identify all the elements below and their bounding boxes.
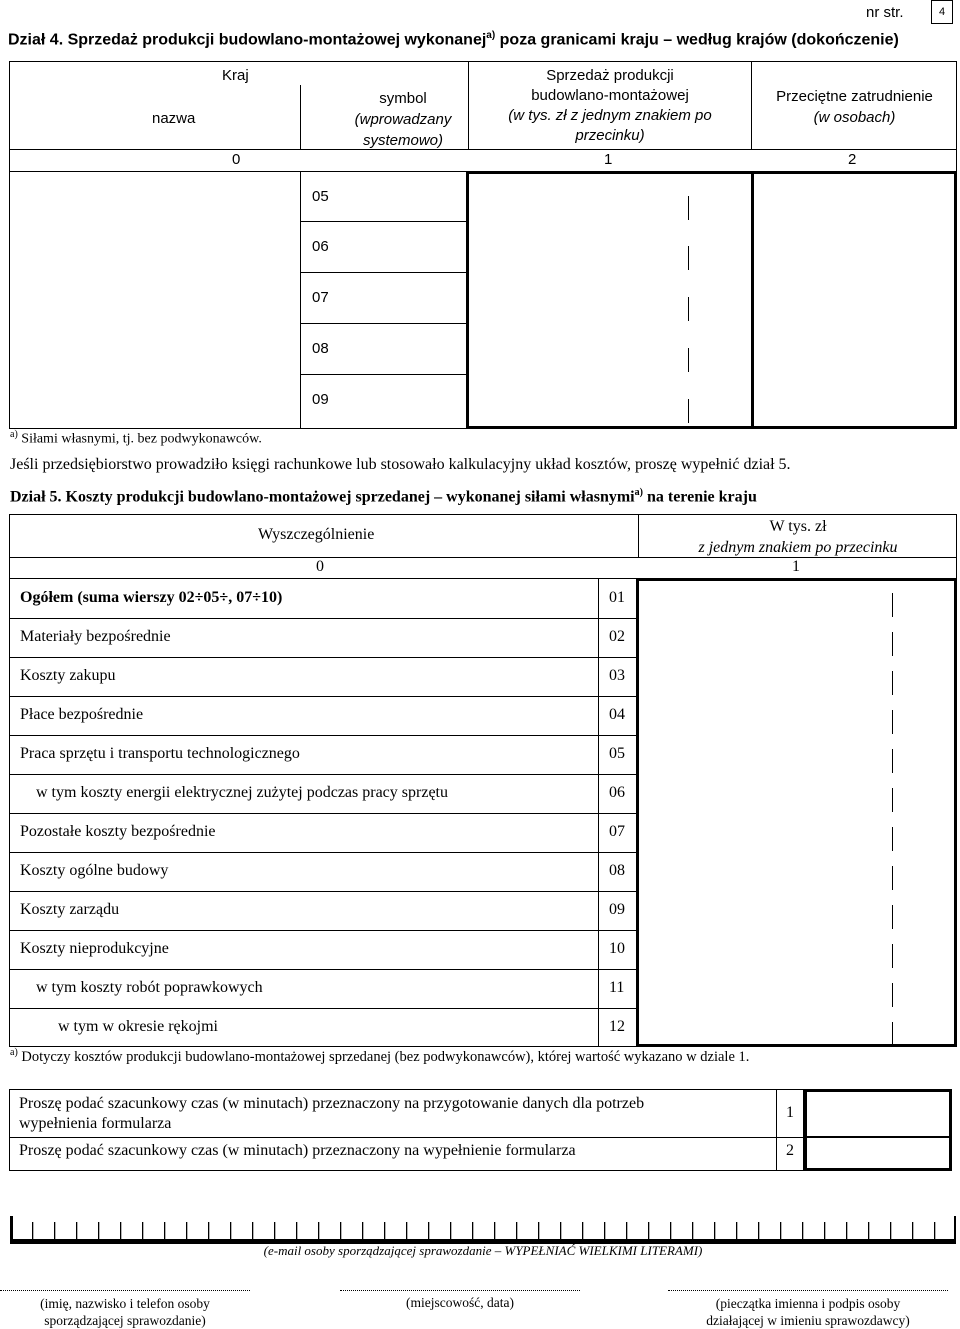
time-question-2-num: 2 <box>786 1142 794 1159</box>
time-question-1-l2: wypełnienia formularza <box>19 1115 172 1132</box>
table5-decimal-tick <box>892 827 893 851</box>
page-number-box <box>931 0 953 24</box>
employment-header-l1: Przeciętne zatrudnienie <box>776 88 933 105</box>
sales-header <box>470 66 750 146</box>
email-comb-divider <box>802 1222 803 1244</box>
table5-decimal-tick <box>892 749 893 773</box>
table5-row-label: w tym koszty robót poprawkowych <box>36 979 263 996</box>
signature-line-middle <box>340 1290 580 1291</box>
table5-row-divider <box>9 657 637 658</box>
section5-title <box>10 487 757 506</box>
table5-row-divider <box>9 969 637 970</box>
sales-header-l2: budowlano-montażowej <box>531 87 689 104</box>
symbol-header-l3: systemowo) <box>362 132 444 149</box>
email-comb-divider <box>428 1222 429 1244</box>
time-question-1-num: 1 <box>786 1104 794 1121</box>
footnote4-sup: a) <box>10 429 18 440</box>
table4-row-05: 05 <box>312 188 329 205</box>
table5-decimal-tick <box>892 710 893 734</box>
email-comb-divider <box>208 1222 209 1244</box>
kraj-header: Kraj <box>222 67 249 84</box>
email-comb-divider <box>582 1222 583 1244</box>
signature-line-right <box>668 1290 948 1291</box>
email-comb-divider <box>384 1222 385 1244</box>
table5-row-divider <box>9 618 637 619</box>
table5-row-label: w tym koszty energii elektrycznej zużytej podczas pracy sprzętu <box>36 784 448 801</box>
table5-decimal-tick <box>892 905 893 929</box>
email-comb-divider <box>954 1216 956 1244</box>
email-caption: (e-mail osoby sporządzającej sprawozdanie – WYPEŁNIAĆ WIELKIMI LITERAMI) <box>263 1243 703 1258</box>
email-comb-divider <box>98 1222 99 1244</box>
nazwa-header: nazwa <box>152 110 196 127</box>
table5-row-number: 05 <box>609 745 625 762</box>
email-comb-divider <box>10 1216 13 1244</box>
email-comb-divider <box>494 1222 495 1244</box>
section4-title <box>8 30 899 49</box>
email-comb-divider <box>648 1222 649 1244</box>
sales-header-l4: przecinku) <box>575 127 645 144</box>
email-comb-divider <box>120 1222 121 1244</box>
email-comb-divider <box>670 1222 671 1244</box>
table5-decimal-tick <box>892 944 893 968</box>
email-comb-svg <box>10 1216 956 1244</box>
table5-row-divider <box>9 813 637 814</box>
table5-row-label: Koszty nieprodukcyjne <box>20 940 169 957</box>
email-comb-divider <box>32 1222 33 1244</box>
email-comb-divider <box>780 1222 781 1244</box>
email-comb-divider <box>626 1222 627 1244</box>
email-comb-divider <box>76 1222 77 1244</box>
email-comb-divider <box>846 1222 847 1244</box>
time-answers-input[interactable] <box>804 1089 952 1171</box>
table4-col1: 1 <box>604 151 613 168</box>
table4-row-06: 06 <box>312 238 329 255</box>
instruction-text: Jeśli przedsiębiorstwo prowadziło księgi rachunkowe lub stosowało kalkulacyjny układ kosztów, proszę wypełnić dział 5. <box>10 456 791 473</box>
table5-row-label: Koszty zakupu <box>20 667 116 684</box>
table5-row-number: 08 <box>609 862 625 879</box>
table5-col0: 0 <box>316 558 324 575</box>
signature-left-l1: (imię, nazwisko i telefon osoby <box>40 1296 210 1311</box>
sales-header-l1: Sprzedaż produkcji <box>546 67 674 84</box>
email-comb-divider <box>274 1222 275 1244</box>
footnote4-text: Siłami własnymi, tj. bez podwykonawców. <box>17 431 262 447</box>
table4-row-09: 09 <box>312 391 329 408</box>
time-question-1-l1: Proszę podać szacunkowy czas (w minutach) przeznaczony na przygotowanie danych dla potrzeb <box>19 1095 645 1112</box>
email-comb-divider <box>318 1222 319 1244</box>
signature-line-left <box>0 1290 250 1291</box>
table5-row-divider <box>9 1008 637 1009</box>
footnote5-text: Dotyczy kosztów produkcji budowlano-montażowej sprzedanej (bez podwykonawców), której wartość wykazano w dziale 1. <box>17 1048 750 1065</box>
time-question-2: Proszę podać szacunkowy czas (w minutach) przeznaczony na wypełnienie formularza <box>19 1142 576 1159</box>
email-comb-divider <box>890 1222 891 1244</box>
table5-row-number: 02 <box>609 628 625 645</box>
table5-decimal-tick <box>892 632 893 656</box>
signature-left-l2: sporządzającej sprawozdanie) <box>44 1313 206 1328</box>
email-comb-divider <box>164 1222 165 1244</box>
table4-row-07: 07 <box>312 289 329 306</box>
table5-row-divider <box>9 852 637 853</box>
email-comb-divider <box>406 1222 407 1244</box>
table4-col0: 0 <box>232 151 241 168</box>
table5-row-label: Materiały bezpośrednie <box>20 628 171 645</box>
email-comb-divider <box>868 1222 869 1244</box>
sales-header-l3: (w tys. zł z jednym znakiem po <box>508 107 712 124</box>
signature-middle: (miejscowość, data) <box>406 1295 514 1310</box>
email-comb-divider <box>252 1222 253 1244</box>
email-comb-divider <box>472 1222 473 1244</box>
email-comb-divider <box>692 1222 693 1244</box>
email-comb-divider <box>824 1222 825 1244</box>
table5-row-divider <box>9 735 637 736</box>
signature-right-l1: (pieczątka imienna i podpis osoby <box>715 1296 901 1311</box>
table5-decimal-tick <box>892 788 893 812</box>
email-comb-divider <box>54 1222 55 1244</box>
table5-row-number: 01 <box>609 589 625 606</box>
table5-row-number: 12 <box>609 1018 625 1035</box>
email-comb-divider <box>912 1222 913 1244</box>
table5-decimal-tick <box>892 671 893 695</box>
table5-row-label: Płace bezpośrednie <box>20 706 144 723</box>
table5-value-header-l2: z jednym znakiem po przecinku <box>698 539 898 556</box>
table5-decimal-tick <box>892 983 893 1007</box>
section5-title-suffix: na terenie kraju <box>642 488 757 506</box>
table5-row-label: Ogółem (suma wierszy 02÷05÷, 07÷10) <box>20 589 283 606</box>
table5-row-divider <box>9 930 637 931</box>
section4-title-text: Dział 4. Sprzedaż produkcji budowlano-montażowej wykonanej <box>8 31 487 49</box>
table5-row-number: 10 <box>609 940 625 957</box>
table5-spec-header: Wyszczególnienie <box>258 526 375 543</box>
email-comb-divider <box>758 1222 759 1244</box>
footnote5-sup: a) <box>10 1047 18 1058</box>
email-comb-divider <box>186 1222 187 1244</box>
table5-row-divider <box>9 774 637 775</box>
symbol-header-l1: symbol <box>379 90 427 107</box>
page-number: 4 <box>938 6 946 18</box>
table5-row-number: 03 <box>609 667 625 684</box>
email-comb-divider <box>230 1222 231 1244</box>
time-question-1 <box>19 1094 644 1134</box>
page-number-label: nr str. <box>866 4 904 21</box>
section5-title-text: Dział 5. Koszty produkcji budowlano-montażowej sprzedanej – wykonanej siłami własnymi <box>10 488 635 506</box>
footnote5 <box>10 1047 749 1066</box>
signature-left <box>0 1295 250 1329</box>
email-comb-divider <box>714 1222 715 1244</box>
signature-right <box>668 1295 948 1329</box>
table5-row-divider <box>9 696 637 697</box>
symbol-header-l2: (wprowadzany <box>354 111 452 128</box>
email-comb-divider <box>560 1222 561 1244</box>
section4-title-suffix: poza granicami kraju – według krajów (dokończenie) <box>495 31 899 49</box>
table5-row-number: 11 <box>609 979 625 996</box>
table5-decimal-tick <box>892 593 893 617</box>
table5-value-header <box>640 516 956 558</box>
email-comb-divider <box>296 1222 297 1244</box>
table5-row-label: Praca sprzętu i transportu technologicznego <box>20 745 300 762</box>
table5-row-label: Pozostałe koszty bezpośrednie <box>20 823 216 840</box>
email-comb-divider <box>934 1222 935 1244</box>
table5-row-number: 09 <box>609 901 625 918</box>
table5-row-divider <box>9 891 637 892</box>
table5-row-label: Koszty zarządu <box>20 901 120 918</box>
employment-header <box>752 86 957 128</box>
table5-col1: 1 <box>792 558 800 575</box>
section4-title-sup: a) <box>486 30 496 41</box>
employment-header-l2: (w osobach) <box>813 109 896 126</box>
table5-decimal-tick <box>892 1022 893 1046</box>
email-input-comb[interactable] <box>10 1216 956 1244</box>
email-comb-divider <box>538 1222 539 1244</box>
table5-row-label: w tym w okresie rękojmi <box>58 1018 218 1035</box>
table5-row-number: 06 <box>609 784 625 801</box>
table4-row-08: 08 <box>312 340 329 357</box>
footnote4 <box>10 429 262 448</box>
table5-value-header-l1: W tys. zł <box>769 518 827 535</box>
symbol-header <box>340 88 466 151</box>
table4-col2: 2 <box>848 151 857 168</box>
signature-right-l2: działającej w imieniu sprawozdawcy) <box>706 1313 910 1328</box>
email-comb-divider <box>142 1222 143 1244</box>
email-comb-divider <box>736 1222 737 1244</box>
table5-row-number: 07 <box>609 823 625 840</box>
section5-title-sup: a) <box>634 487 643 498</box>
table4-employment-input[interactable] <box>751 171 957 429</box>
table5-row-label: Koszty ogólne budowy <box>20 862 169 879</box>
table5-decimal-tick <box>892 866 893 890</box>
email-comb-divider <box>450 1222 451 1244</box>
table5-value-input[interactable] <box>636 578 957 1047</box>
table5-row-number: 04 <box>609 706 625 723</box>
email-comb-divider <box>362 1222 363 1244</box>
email-comb-divider <box>604 1222 605 1244</box>
email-comb-divider <box>340 1222 341 1244</box>
email-comb-divider <box>516 1222 517 1244</box>
table4-sales-input[interactable] <box>466 171 754 429</box>
